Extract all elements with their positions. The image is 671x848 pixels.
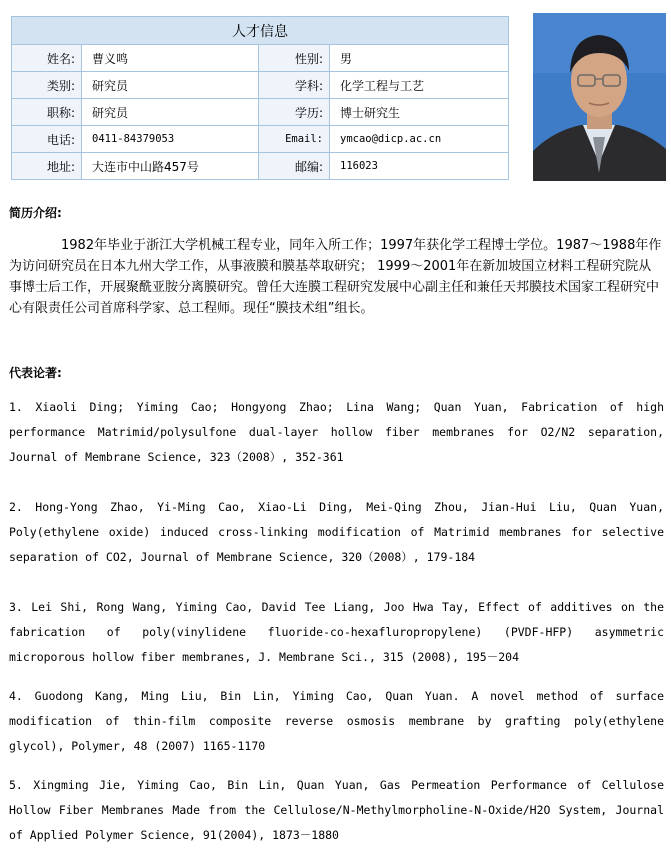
title-value: 研究员 [82,99,259,126]
publication-item: 4. Guodong Kang, Ming Liu, Bin Lin, Yiming Cao, Quan Yuan. A novel method of surface modification of thin-film composite reverse osmosis membrane by grafting poly(ethylene glycol), Polymer, 48 (2007) 1165-1170 [9,689,664,753]
phone-value: 0411-84379053 [82,126,259,153]
portrait-image [533,13,666,181]
publication-item: 5. Xingming Jie, Yiming Cao, Bin Lin, Quan Yuan, Gas Permeation Performance of Cellulose Hollow Fiber Membranes Made from the Cellulose/N-Methylmorpholine-N-Oxide/H2O System, Journal of Applied Polymer Science, 91(2004), 1873－1880 [9,778,664,842]
education-label: 学历: [259,99,330,126]
publication-item: 2. Hong-Yong Zhao, Yi-Ming Cao, Xiao-Li Ding, Mei-Qing Zhou, Jian-Hui Liu, Quan Yuan, Poly(ethylene oxide) induced cross-linking modification of Matrimid membranes for selective separation of CO2, Journal of Membrane Science, 320（2008）, 179-184 [9,500,664,564]
table-row [12,126,509,153]
title-label: 职称: [12,99,82,126]
name-label: 姓名: [12,45,82,72]
email-label: Email: [259,126,330,153]
publication-item: 3. Lei Shi, Rong Wang, Yiming Cao, David Tee Liang, Joo Hwa Tay, Effect of additives on the fabrication of poly(vinylidene fluoride-co-hexafluropropylene) (PVDF-HFP) asymmetric microporous hollow fiber membranes, J. Membrane Sci., 315 (2008), 195－204 [9,600,664,664]
gender-label: 性别: [259,45,330,72]
table-title: 人才信息 [12,17,509,45]
category-value: 研究员 [82,72,259,99]
profile-info-table [11,16,509,180]
name-value: 曹义鸣 [82,45,259,72]
address-value: 大连市中山路457号 [82,153,259,180]
address-label: 地址: [12,153,82,180]
postcode-label: 邮编: [259,153,330,180]
publications-heading: 代表论著: [9,366,62,380]
gender-value: 男 [330,45,509,72]
discipline-label: 学科: [259,72,330,99]
portrait-photo [533,13,666,181]
table-row [12,45,509,72]
publication-item: 1. Xiaoli Ding; Yiming Cao; Hongyong Zhao; Lina Wang; Quan Yuan, Fabrication of high performance Matrimid/polysulfone dual-layer hollow fiber membranes for O2/N2 separation, Journal of Membrane Science, 323（2008）, 352-361 [9,400,664,464]
bio-heading: 简历介绍: [9,206,62,220]
table-row [12,72,509,99]
table-row [12,153,509,180]
phone-label: 电话: [12,126,82,153]
education-value: 博士研究生 [330,99,509,126]
table-row [12,99,509,126]
discipline-value: 化学工程与工艺 [330,72,509,99]
category-label: 类别: [12,72,82,99]
bio-text: 1982年毕业于浙江大学机械工程专业，同年入所工作；1997年获化学工程博士学位。1987～1988年作为访问研究员在日本九州大学工作，从事液膜和膜基萃取研究； 1999～2001年在新加坡国立材料工程研究院从事博士后工作，开展聚酰亚胺分离膜研究。曾任大连膜工程研究发展中心副主任和兼任天邦膜技术国家工程研究中心有限责任公司首席科学家、总工程师。现任“膜技术组”组长。 [9,238,662,316]
postcode-value: 116023 [330,153,509,180]
email-value[interactable]: ymcao@dicp.ac.cn [330,126,509,153]
